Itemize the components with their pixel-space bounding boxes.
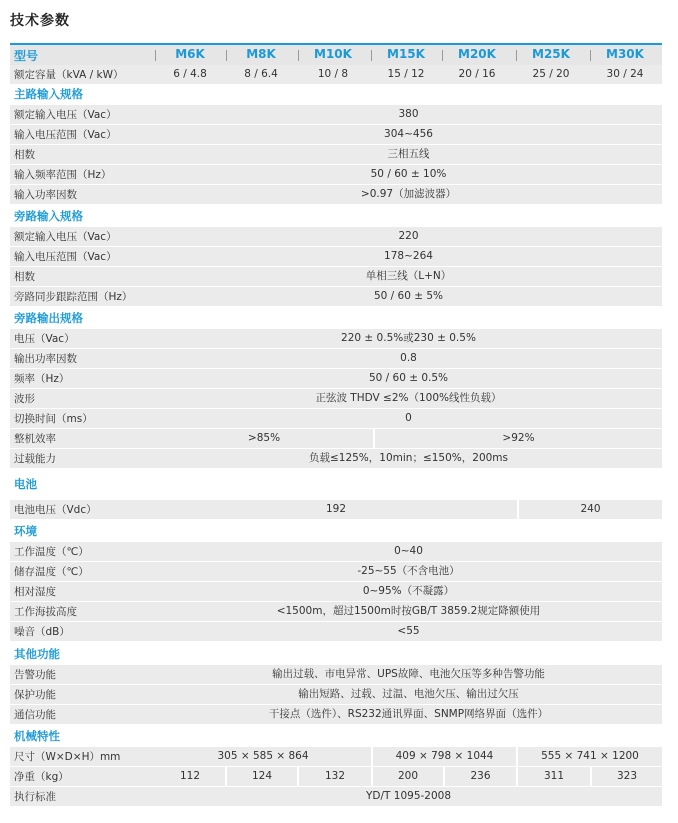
row-label: 通信功能 xyxy=(14,709,56,721)
battery-voltage-large-models: 240 xyxy=(580,503,601,515)
row-label: 保护功能 xyxy=(14,689,56,701)
row-value: 50 / 60 ± 10% xyxy=(370,168,447,180)
row-label: 电池电压（Vdc） xyxy=(14,504,97,516)
row-rated-capacity xyxy=(10,65,662,84)
row-label: 告警功能 xyxy=(14,669,56,681)
section-environment: 环境 xyxy=(14,524,37,538)
row-label: 额定容量（kVA / kW） xyxy=(14,69,124,81)
row-value: 50 / 60 ± 5% xyxy=(373,290,444,302)
row-value: <55 xyxy=(397,625,420,637)
row-value: >0.97（加滤波器） xyxy=(360,188,457,200)
row-output-voltage xyxy=(10,329,662,348)
row-dimensions xyxy=(10,747,662,766)
row-label: 旁路同步跟踪范围（Hz） xyxy=(14,291,133,303)
row-value: 干接点（选件）、RS232通讯界面、SNMP网络界面（选件） xyxy=(268,708,549,720)
capacity-m8k: 8 / 6.4 xyxy=(244,68,278,80)
row-value: 负载≤125%，10min；≤150%，200ms xyxy=(308,452,509,464)
section-bypass-input: 旁路输入规格 xyxy=(14,209,83,223)
row-label: 噪音（dB） xyxy=(14,626,70,638)
row-bypass-input-voltage xyxy=(10,227,662,246)
row-output-frequency xyxy=(10,369,662,388)
row-label: 净重（kg） xyxy=(14,771,69,783)
row-value: 380 xyxy=(398,108,419,120)
row-value: 50 / 60 ± 0.5% xyxy=(368,372,449,384)
weight-m10k: 132 xyxy=(324,770,346,782)
model-m6k: M6K xyxy=(175,47,205,61)
row-value: 输出短路、过载、过温、电池欠压、输出过欠压 xyxy=(298,688,519,700)
row-label: 尺寸（W×D×H）mm xyxy=(14,751,121,763)
row-battery-voltage xyxy=(10,500,662,519)
row-main-input-range xyxy=(10,125,662,144)
row-standard xyxy=(10,787,662,806)
row-alarm-functions xyxy=(10,665,662,684)
row-value: 三相五线 xyxy=(387,148,430,160)
row-label: 相对湿度 xyxy=(14,586,56,598)
row-label: 电压（Vac） xyxy=(14,333,75,345)
model-m25k: M25K xyxy=(532,47,570,61)
row-value: -25~55（不含电池） xyxy=(357,565,460,577)
row-value: 0~40 xyxy=(394,545,423,557)
row-noise xyxy=(10,622,662,641)
row-value: 220 ± 0.5%或230 ± 0.5% xyxy=(341,332,476,344)
row-label: 储存温度（℃） xyxy=(14,566,89,578)
row-storage-temperature xyxy=(10,562,662,581)
row-label: 输入电压范围（Vac） xyxy=(14,129,117,141)
capacity-m15k: 15 / 12 xyxy=(387,68,425,80)
row-label: 输入功率因数 xyxy=(14,189,77,201)
row-label: 输出功率因数 xyxy=(14,353,77,365)
row-operating-temperature xyxy=(10,542,662,561)
model-m15k: M15K xyxy=(387,47,425,61)
model-m8k: M8K xyxy=(246,47,276,61)
section-bypass-output: 旁路输出规格 xyxy=(14,311,83,325)
row-main-input-voltage xyxy=(10,105,662,124)
row-efficiency xyxy=(10,429,662,448)
model-header-row xyxy=(10,43,662,65)
capacity-m10k: 10 / 8 xyxy=(317,68,349,80)
row-net-weight xyxy=(10,767,662,786)
row-output-power-factor xyxy=(10,349,662,368)
row-switch-time xyxy=(10,409,662,428)
dimensions-m25k-m30k: 555 × 741 × 1200 xyxy=(541,750,639,762)
row-value: 0 xyxy=(405,412,412,424)
model-m20k: M20K xyxy=(458,47,496,61)
row-value: 输出过载、市电异常、UPS故障、电池欠压等多种告警功能 xyxy=(272,668,545,680)
row-label: 工作海拔高度 xyxy=(14,606,77,618)
row-label: 执行标准 xyxy=(14,791,56,803)
row-label: 切换时间（ms） xyxy=(14,413,93,425)
weight-m6k: 112 xyxy=(179,770,201,782)
model-m30k: M30K xyxy=(606,47,644,61)
capacity-m6k: 6 / 4.8 xyxy=(173,68,207,80)
row-value: 0~95%（不凝露） xyxy=(362,585,455,597)
row-value: 正弦波 THDV ≤2%（100%线性负载） xyxy=(315,392,502,404)
row-label: 额定输入电压（Vac） xyxy=(14,109,117,121)
row-value: 220 xyxy=(398,230,419,242)
row-label: 整机效率 xyxy=(14,433,56,445)
row-overload xyxy=(10,449,662,468)
row-label: 输入电压范围（Vac） xyxy=(14,251,117,263)
battery-voltage-small-models: 192 xyxy=(325,503,347,515)
capacity-m25k: 25 / 20 xyxy=(532,68,570,80)
row-main-input-frequency xyxy=(10,165,662,184)
row-bypass-input-range xyxy=(10,247,662,266)
weight-m8k: 124 xyxy=(251,770,273,782)
row-label: 频率（Hz） xyxy=(14,373,70,385)
model-m10k: M10K xyxy=(314,47,352,61)
row-main-input-power-factor xyxy=(10,185,662,204)
row-value: 0.8 xyxy=(400,352,417,364)
row-bypass-input-phase xyxy=(10,267,662,286)
row-value: YD/T 1095-2008 xyxy=(365,790,452,802)
weight-m30k: 323 xyxy=(616,770,638,782)
row-label: 额定输入电压（Vac） xyxy=(14,231,117,243)
row-value: 178~264 xyxy=(384,250,433,262)
dimensions-m6k-m10k: 305 × 585 × 864 xyxy=(217,750,309,762)
dimensions-m15k-m20k: 409 × 798 × 1044 xyxy=(395,750,494,762)
weight-m25k: 311 xyxy=(543,770,565,782)
row-protection-functions xyxy=(10,685,662,704)
row-main-input-phase xyxy=(10,145,662,164)
section-other-functions: 其他功能 xyxy=(14,647,60,661)
row-bypass-sync-range xyxy=(10,287,662,306)
row-humidity xyxy=(10,582,662,601)
row-value: <1500m，超过1500m时按GB/T 3859.2规定降额使用 xyxy=(276,605,541,617)
section-main-input: 主路输入规格 xyxy=(14,87,83,101)
weight-m20k: 236 xyxy=(470,770,491,782)
page-title: 技术参数 xyxy=(10,13,70,29)
efficiency-large-models: >92% xyxy=(502,432,535,444)
row-output-waveform xyxy=(10,389,662,408)
row-label: 波形 xyxy=(14,393,35,405)
row-label: 相数 xyxy=(14,149,35,161)
section-battery: 电池 xyxy=(14,477,37,491)
capacity-m20k: 20 / 16 xyxy=(458,68,496,80)
row-altitude xyxy=(10,602,662,621)
section-mechanical: 机械特性 xyxy=(14,729,60,743)
row-label: 相数 xyxy=(14,271,35,283)
row-value: 304~456 xyxy=(384,128,433,140)
model-header-label: 型号 xyxy=(14,49,39,63)
weight-m15k: 200 xyxy=(397,770,419,782)
efficiency-small-models: >85% xyxy=(247,432,281,444)
capacity-m30k: 30 / 24 xyxy=(606,68,644,80)
row-label: 输入频率范围（Hz） xyxy=(14,169,112,181)
row-label: 工作温度（℃） xyxy=(14,546,89,558)
row-label: 过载能力 xyxy=(14,453,56,465)
row-communication-functions xyxy=(10,705,662,724)
row-value: 单相三线（L+N） xyxy=(365,270,452,282)
